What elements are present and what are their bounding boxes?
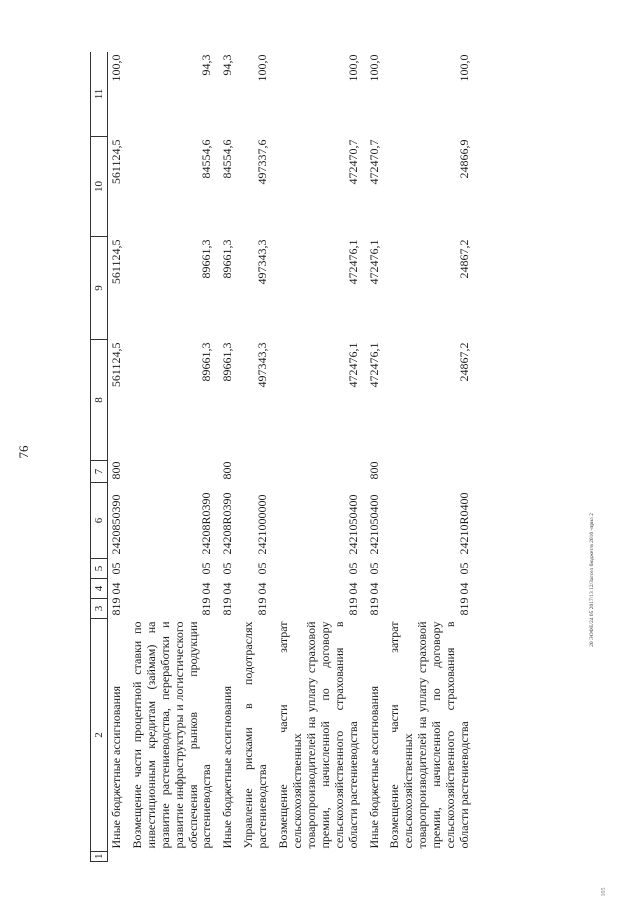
expense-type-code: 800 [220, 461, 235, 480]
amount-col8: 497343,3 [255, 342, 270, 388]
row-number [274, 852, 364, 862]
section-code: 04 [109, 582, 123, 595]
item-name: Иные бюджетные ассигнования [366, 686, 381, 849]
ministry-code: 819 [199, 597, 214, 616]
item-name: Возмещение части процентной ставки по инвестиционным кредитам (займам) на развитие растениеводства, переработки и развитие инфраструктуры и логистического обеспечения рынков продукции растениеводства [129, 621, 214, 849]
amount-col10: 24866,9 [456, 139, 471, 179]
column-header: 5 [91, 559, 108, 579]
amount-col9: 89661,3 [220, 239, 235, 279]
section-code: 04 [366, 582, 381, 595]
table-container [90, 52, 590, 862]
page-side-mark: 105 [601, 887, 607, 897]
amount-col9: 497343,3 [255, 239, 270, 285]
amount-col8: 24867,2 [456, 342, 471, 382]
ministry-code: 819 [366, 597, 381, 616]
expense-type-code [385, 461, 475, 483]
expense-type-code: 800 [109, 461, 123, 480]
table-viewport [90, 52, 590, 862]
target-article-code: 24208R0390 [220, 492, 235, 555]
target-article-code: 2421050400 [366, 494, 381, 555]
table-row [108, 52, 128, 862]
subsection-code: 05 [345, 562, 360, 575]
target-article-code: 2421000000 [255, 494, 270, 555]
ministry-code: 819 [345, 597, 360, 616]
column-header: 3 [91, 599, 108, 619]
column-header: 1 [91, 852, 108, 862]
target-article-code: 2421050400 [345, 494, 360, 555]
section-code: 04 [220, 582, 235, 595]
amount-col10: 84554,6 [220, 139, 235, 179]
table-row [385, 52, 475, 862]
amount-col9: 472476,1 [366, 239, 381, 285]
item-name: Возмещение части затрат сельскохозяйственных товаропроизводителей на уплату страховой премии, начисленной по договору сельскохозяйственного страхования в области растениеводства [387, 621, 471, 849]
amount-col8: 89661,3 [220, 342, 235, 382]
item-name: Возмещение части затрат сельскохозяйственных товаропроизводителей на уплату страховой премии, начисленной по договору сельскохозяйственного страхования в области растениеводства [276, 621, 360, 849]
target-article-code: 24208R0390 [199, 492, 214, 555]
subsection-code: 05 [255, 562, 270, 575]
percent-col11: 100,0 [366, 54, 381, 82]
amount-col8: 472476,1 [366, 342, 381, 388]
column-header: 9 [91, 237, 108, 340]
percent-col11: 94,3 [199, 54, 214, 76]
column-header: 2 [91, 619, 108, 852]
item-name: Управление рисками в подотраслях растениеводства [241, 621, 270, 849]
expense-type-code [239, 461, 274, 483]
file-path-footer: 20 ЭОФЕ/24 05 2017/13 12/Загсел бюджет/в 2016 -прил 2 [589, 513, 595, 647]
amount-col9: 472476,1 [345, 239, 360, 285]
column-header: 4 [91, 579, 108, 599]
section-code: 04 [345, 582, 360, 595]
row-number [218, 852, 239, 862]
amount-col8: 89661,3 [199, 342, 214, 382]
column-header: 10 [91, 137, 108, 237]
page-number: 76 [16, 445, 31, 459]
ministry-code: 819 [109, 597, 123, 616]
row-number [239, 852, 274, 862]
percent-col11: 100,0 [255, 54, 270, 82]
row-number [108, 852, 128, 862]
table-row [128, 52, 218, 862]
item-name: Иные бюджетные ассигнования [109, 686, 123, 849]
column-header: 6 [91, 483, 108, 559]
subsection-code: 05 [109, 562, 123, 575]
amount-col10: 472470,7 [366, 139, 381, 185]
amount-col10: 561124,5 [109, 139, 123, 185]
percent-col11: 100,0 [109, 54, 123, 82]
ministry-code: 819 [456, 597, 471, 616]
amount-col8: 472476,1 [345, 342, 360, 388]
column-header: 11 [91, 52, 108, 137]
expense-type-code [128, 461, 218, 483]
amount-col10: 84554,6 [199, 139, 214, 179]
row-number [385, 852, 475, 862]
header-row [91, 52, 108, 862]
subsection-code: 05 [456, 562, 471, 575]
target-article-code: 2420850390 [109, 494, 123, 555]
expense-type-code: 800 [366, 461, 381, 480]
subsection-code: 05 [366, 562, 381, 575]
row-number [365, 852, 386, 862]
subsection-code: 05 [199, 562, 214, 575]
amount-col10: 472470,7 [345, 139, 360, 185]
table-row [274, 52, 364, 862]
column-header: 7 [91, 461, 108, 483]
percent-col11: 100,0 [456, 54, 471, 82]
item-name: Иные бюджетные ассигнования [220, 686, 235, 849]
percent-col11: 100,0 [345, 54, 360, 82]
ministry-code: 819 [220, 597, 235, 616]
section-code: 04 [199, 582, 214, 595]
column-header: 8 [91, 340, 108, 461]
row-number [128, 852, 218, 862]
table-row [218, 52, 239, 862]
amount-col9: 24867,2 [456, 239, 471, 279]
amount-col9: 89661,3 [199, 239, 214, 279]
amount-col8: 561124,5 [109, 342, 123, 388]
amount-col10: 497337,6 [255, 139, 270, 185]
percent-col11: 94,3 [220, 54, 235, 76]
amount-col9: 561124,5 [109, 239, 123, 285]
subsection-code: 05 [220, 562, 235, 575]
table-row [239, 52, 274, 862]
ministry-code: 819 [255, 597, 270, 616]
budget-table [90, 52, 476, 862]
section-code: 04 [456, 582, 471, 595]
section-code: 04 [255, 582, 270, 595]
table-row [365, 52, 386, 862]
target-article-code: 24210R0400 [456, 492, 471, 555]
expense-type-code [274, 461, 364, 483]
